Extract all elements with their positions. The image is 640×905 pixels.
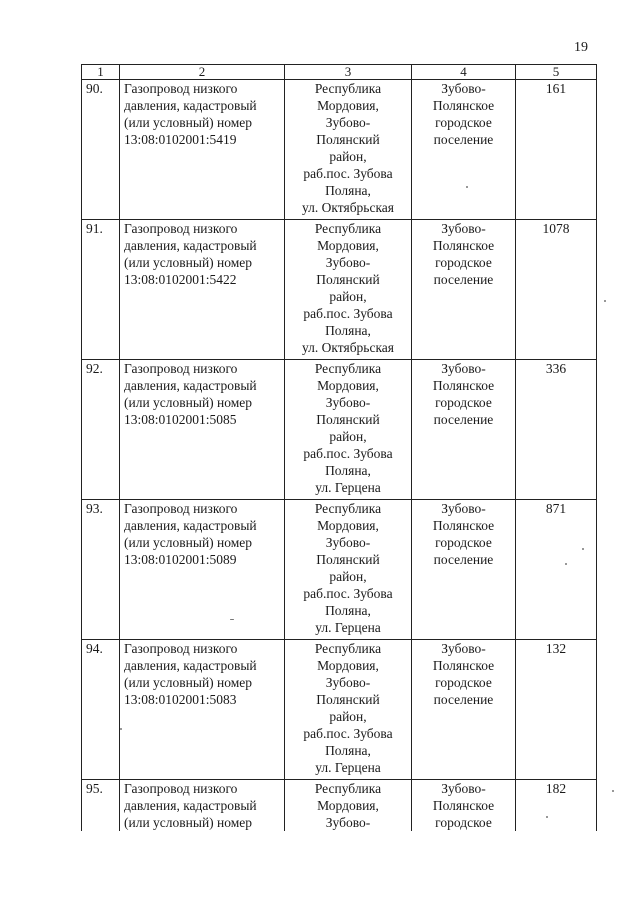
table-header-row: [82, 65, 597, 80]
settlement-name-line: Полянское: [432, 518, 495, 533]
object-address-line: Мордовия,: [317, 518, 379, 533]
object-address-line: раб.пос. Зубова: [303, 726, 393, 741]
settlement-name-line: Полянское: [432, 378, 495, 393]
settlement-name: [412, 360, 516, 500]
object-address-line: Поляна,: [325, 183, 371, 198]
settlement-name-line: городское: [435, 535, 492, 550]
object-address-line: Республика: [314, 361, 382, 376]
object-name-line: 13:08:0102001:5419: [124, 132, 237, 147]
object-address-line: Полянский: [316, 132, 380, 147]
row-number: 91.: [82, 220, 120, 360]
settlement-name-line: поселение: [433, 132, 494, 147]
object-address-line: Мордовия,: [317, 658, 379, 673]
scan-speck: [565, 563, 567, 565]
settlement-name-line: Зубово-: [441, 221, 486, 236]
object-name-line: давления, кадастровый: [124, 658, 257, 673]
object-address-line: Зубово-: [325, 255, 371, 270]
object-name-line: давления, кадастровый: [124, 238, 257, 253]
object-name-line: Газопровод низкого: [124, 221, 238, 236]
object-address-line: Полянский: [316, 412, 380, 427]
object-name-line: 13:08:0102001:5085: [124, 412, 237, 427]
settlement-name: [412, 780, 516, 832]
object-address-line: ул. Октябрьская: [301, 340, 395, 355]
object-address: [285, 780, 412, 832]
column-header-1: 1: [82, 65, 120, 80]
scan-speck: [466, 186, 468, 188]
object-address-line: Республика: [314, 221, 382, 236]
scan-speck: [582, 548, 584, 550]
object-address-line: Мордовия,: [317, 98, 379, 113]
object-address-line: ул. Герцена: [315, 480, 381, 495]
object-name-line: 13:08:0102001:5422: [124, 272, 237, 287]
pipeline-length: 161: [516, 80, 597, 220]
object-address: [285, 80, 412, 220]
settlement-name-line: городское: [435, 395, 492, 410]
table-row: [82, 220, 597, 360]
row-number: 93.: [82, 500, 120, 640]
object-name-line: Газопровод низкого: [124, 781, 238, 796]
object-address-line: Полянский: [316, 692, 380, 707]
pipeline-length: 871: [516, 500, 597, 640]
settlement-name-line: городское: [435, 255, 492, 270]
object-name-line: (или условный) номер: [124, 535, 253, 550]
object-name-line: давления, кадастровый: [124, 518, 257, 533]
settlement-name: [412, 500, 516, 640]
object-address-line: Республика: [314, 501, 382, 516]
scan-speck: [604, 300, 606, 302]
object-address-line: Зубово-: [325, 395, 371, 410]
settlement-name-line: Полянское: [432, 238, 495, 253]
settlement-name-line: поселение: [433, 552, 494, 567]
scan-speck: [230, 619, 234, 620]
object-address-line: Республика: [314, 781, 382, 796]
pipeline-length: 182: [516, 780, 597, 832]
settlement-name-line: Полянское: [432, 658, 495, 673]
object-name: [120, 640, 285, 780]
object-name-line: давления, кадастровый: [124, 378, 257, 393]
column-header-4: 4: [412, 65, 516, 80]
object-address: [285, 500, 412, 640]
pipeline-length: 132: [516, 640, 597, 780]
object-address-line: Республика: [314, 81, 382, 96]
row-number: 90.: [82, 80, 120, 220]
object-address: [285, 360, 412, 500]
settlement-name: [412, 80, 516, 220]
scan-speck: [612, 790, 614, 792]
object-address-line: Мордовия,: [317, 238, 379, 253]
settlement-name-line: Зубово-: [441, 361, 486, 376]
pipeline-length: 336: [516, 360, 597, 500]
object-name-line: Газопровод низкого: [124, 501, 238, 516]
table-row: [82, 360, 597, 500]
settlement-name: [412, 640, 516, 780]
object-address-line: Мордовия,: [317, 798, 379, 813]
object-address-line: Поляна,: [325, 463, 371, 478]
object-name: [120, 220, 285, 360]
scan-speck: [546, 816, 548, 818]
object-name-line: (или условный) номер: [124, 115, 253, 130]
object-address-line: Зубово-: [325, 815, 371, 830]
gas-pipeline-table: [81, 64, 597, 831]
settlement-name-line: Зубово-: [441, 501, 486, 516]
object-name-line: (или условный) номер: [124, 815, 253, 830]
table-row: [82, 80, 597, 220]
object-address-line: Мордовия,: [317, 378, 379, 393]
object-name: [120, 500, 285, 640]
object-address-line: Республика: [314, 641, 382, 656]
object-name-line: давления, кадастровый: [124, 98, 257, 113]
object-address-line: район,: [329, 149, 367, 164]
row-number: 92.: [82, 360, 120, 500]
table-row: [82, 640, 597, 780]
object-name-line: Газопровод низкого: [124, 81, 238, 96]
object-name-line: Газопровод низкого: [124, 361, 238, 376]
object-address-line: Зубово-: [325, 115, 371, 130]
settlement-name-line: Полянское: [432, 98, 495, 113]
object-name: [120, 80, 285, 220]
object-name: [120, 360, 285, 500]
object-address-line: Полянский: [316, 272, 380, 287]
object-address-line: раб.пос. Зубова: [303, 306, 393, 321]
object-name-line: 13:08:0102001:5089: [124, 552, 237, 567]
settlement-name: [412, 220, 516, 360]
object-name-line: давления, кадастровый: [124, 798, 257, 813]
object-name-line: (или условный) номер: [124, 675, 253, 690]
settlement-name-line: поселение: [433, 412, 494, 427]
settlement-name-line: поселение: [433, 272, 494, 287]
page-number: 19: [574, 40, 588, 55]
object-address-line: Зубово-: [325, 675, 371, 690]
object-name-line: (или условный) номер: [124, 395, 253, 410]
column-header-2: 2: [120, 65, 285, 80]
object-address: [285, 640, 412, 780]
settlement-name-line: городское: [435, 675, 492, 690]
pipeline-length: 1078: [516, 220, 597, 360]
object-address-line: район,: [329, 289, 367, 304]
object-name: [120, 780, 285, 832]
object-address-line: Поляна,: [325, 323, 371, 338]
settlement-name-line: Зубово-: [441, 641, 486, 656]
column-header-5: 5: [516, 65, 597, 80]
table-row: [82, 500, 597, 640]
object-address-line: район,: [329, 429, 367, 444]
table-row: [82, 780, 597, 832]
object-name-line: (или условный) номер: [124, 255, 253, 270]
object-address-line: раб.пос. Зубова: [303, 446, 393, 461]
settlement-name-line: Зубово-: [441, 781, 486, 796]
object-address-line: Поляна,: [325, 743, 371, 758]
object-address-line: ул. Герцена: [315, 760, 381, 775]
settlement-name-line: городское: [435, 815, 492, 830]
settlement-name-line: Зубово-: [441, 81, 486, 96]
row-number: 94.: [82, 640, 120, 780]
column-header-3: 3: [285, 65, 412, 80]
settlement-name-line: городское: [435, 115, 492, 130]
object-address-line: раб.пос. Зубова: [303, 166, 393, 181]
object-name-line: Газопровод низкого: [124, 641, 238, 656]
object-address-line: Поляна,: [325, 603, 371, 618]
object-address-line: район,: [329, 569, 367, 584]
object-address-line: ул. Октябрьская: [301, 200, 395, 215]
object-address-line: район,: [329, 709, 367, 724]
object-name-line: 13:08:0102001:5083: [124, 692, 237, 707]
object-address-line: ул. Герцена: [315, 620, 381, 635]
object-address-line: Зубово-: [325, 535, 371, 550]
object-address-line: раб.пос. Зубова: [303, 586, 393, 601]
settlement-name-line: поселение: [433, 692, 494, 707]
scan-speck: [120, 728, 122, 730]
settlement-name-line: Полянское: [432, 798, 495, 813]
object-address-line: Полянский: [316, 552, 380, 567]
object-address: [285, 220, 412, 360]
row-number: 95.: [82, 780, 120, 832]
